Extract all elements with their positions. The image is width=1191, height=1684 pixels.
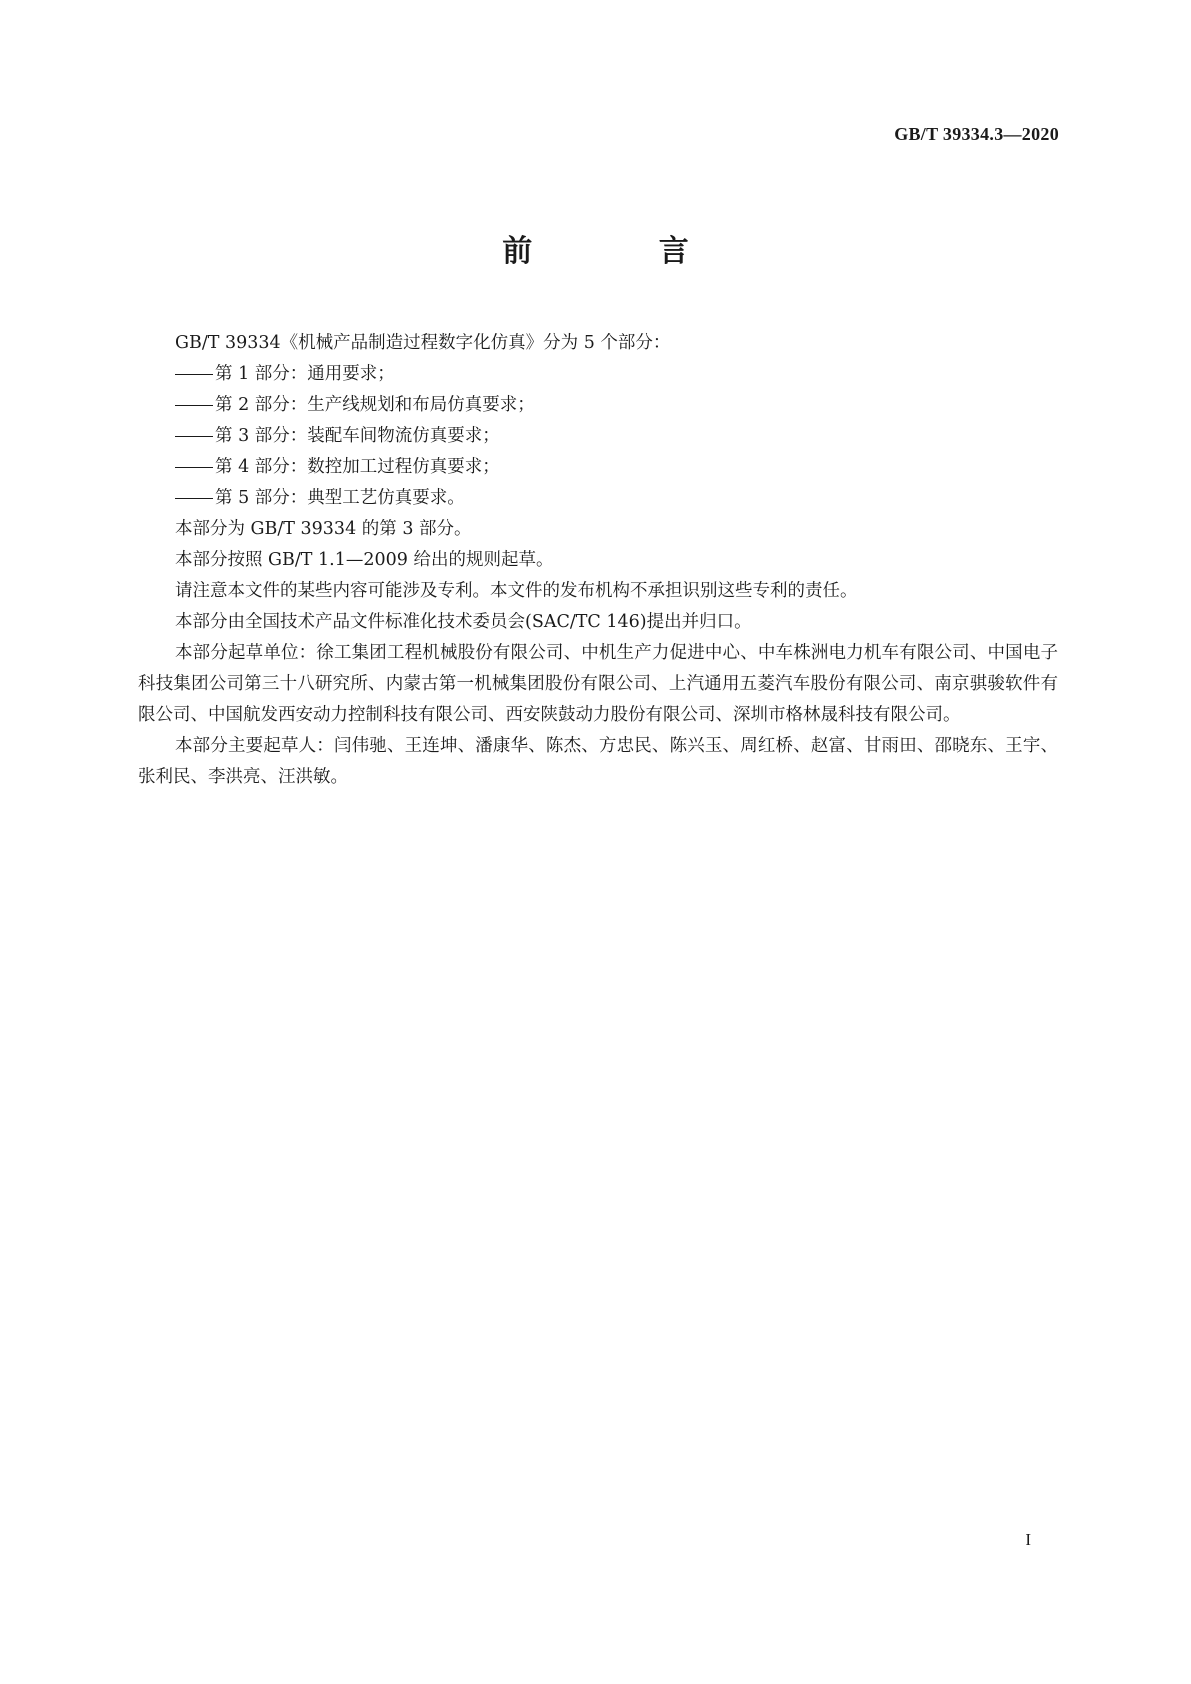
list-item-label: 第 5 部分：典型工艺仿真要求。 bbox=[215, 488, 465, 508]
standard-number: GB/T 39334.3—2020 bbox=[894, 124, 1059, 144]
dash-mark bbox=[175, 436, 213, 437]
list-item-label: 第 3 部分：装配车间物流仿真要求； bbox=[215, 426, 500, 446]
dash-mark bbox=[175, 405, 213, 406]
list-item-label: 第 2 部分：生产线规划和布局仿真要求； bbox=[215, 395, 535, 415]
paragraph-proposer: 本部分由全国技术产品文件标准化技术委员会(SAC/TC 146)提出并归口。 bbox=[175, 612, 752, 632]
list-item-label: 第 1 部分：通用要求； bbox=[215, 364, 395, 384]
paragraph-patent-notice: 请注意本文件的某些内容可能涉及专利。本文件的发布机构不承担识别这些专利的责任。 bbox=[175, 581, 858, 601]
list-item-part-4 bbox=[138, 452, 1058, 483]
list-item-part-2 bbox=[138, 390, 1058, 421]
list-item-part-3 bbox=[138, 421, 1058, 452]
page-number: I bbox=[1025, 1530, 1031, 1549]
paragraph-drafting-units: 本部分起草单位：徐工集团工程机械股份有限公司、中机生产力促进中心、中车株洲电力机车有限公司、中国电子科技集团公司第三十八研究所、内蒙古第一机械集团股份有限公司、上汽通用五菱汽车股份有限公司、南京骐骏软件有限公司、中国航发西安动力控制科技有限公司、西安陕鼓动力股份有限公司、深圳市格林晟科技有限公司。 bbox=[138, 643, 1058, 725]
list-item-part-5 bbox=[138, 483, 1058, 514]
list-item-label: 第 4 部分：数控加工过程仿真要求； bbox=[215, 457, 500, 477]
paragraph-drafting-rules: 本部分按照 GB/T 1.1—2009 给出的规则起草。 bbox=[175, 550, 554, 570]
intro-paragraph: GB/T 39334《机械产品制造过程数字化仿真》分为 5 个部分： bbox=[175, 333, 671, 353]
dash-mark bbox=[175, 498, 213, 499]
list-item-part-1 bbox=[138, 359, 1058, 390]
dash-mark bbox=[175, 467, 213, 468]
page-title: 前 言 bbox=[502, 234, 747, 269]
dash-mark bbox=[175, 374, 213, 375]
paragraph-drafters: 本部分主要起草人：闫伟驰、王连坤、潘康华、陈杰、方忠民、陈兴玉、周红桥、赵富、甘雨田、邵晓东、王宇、张利民、李洪亮、汪洪敏。 bbox=[138, 736, 1058, 787]
document-body bbox=[138, 328, 1058, 793]
paragraph-part-statement: 本部分为 GB/T 39334 的第 3 部分。 bbox=[175, 519, 472, 539]
